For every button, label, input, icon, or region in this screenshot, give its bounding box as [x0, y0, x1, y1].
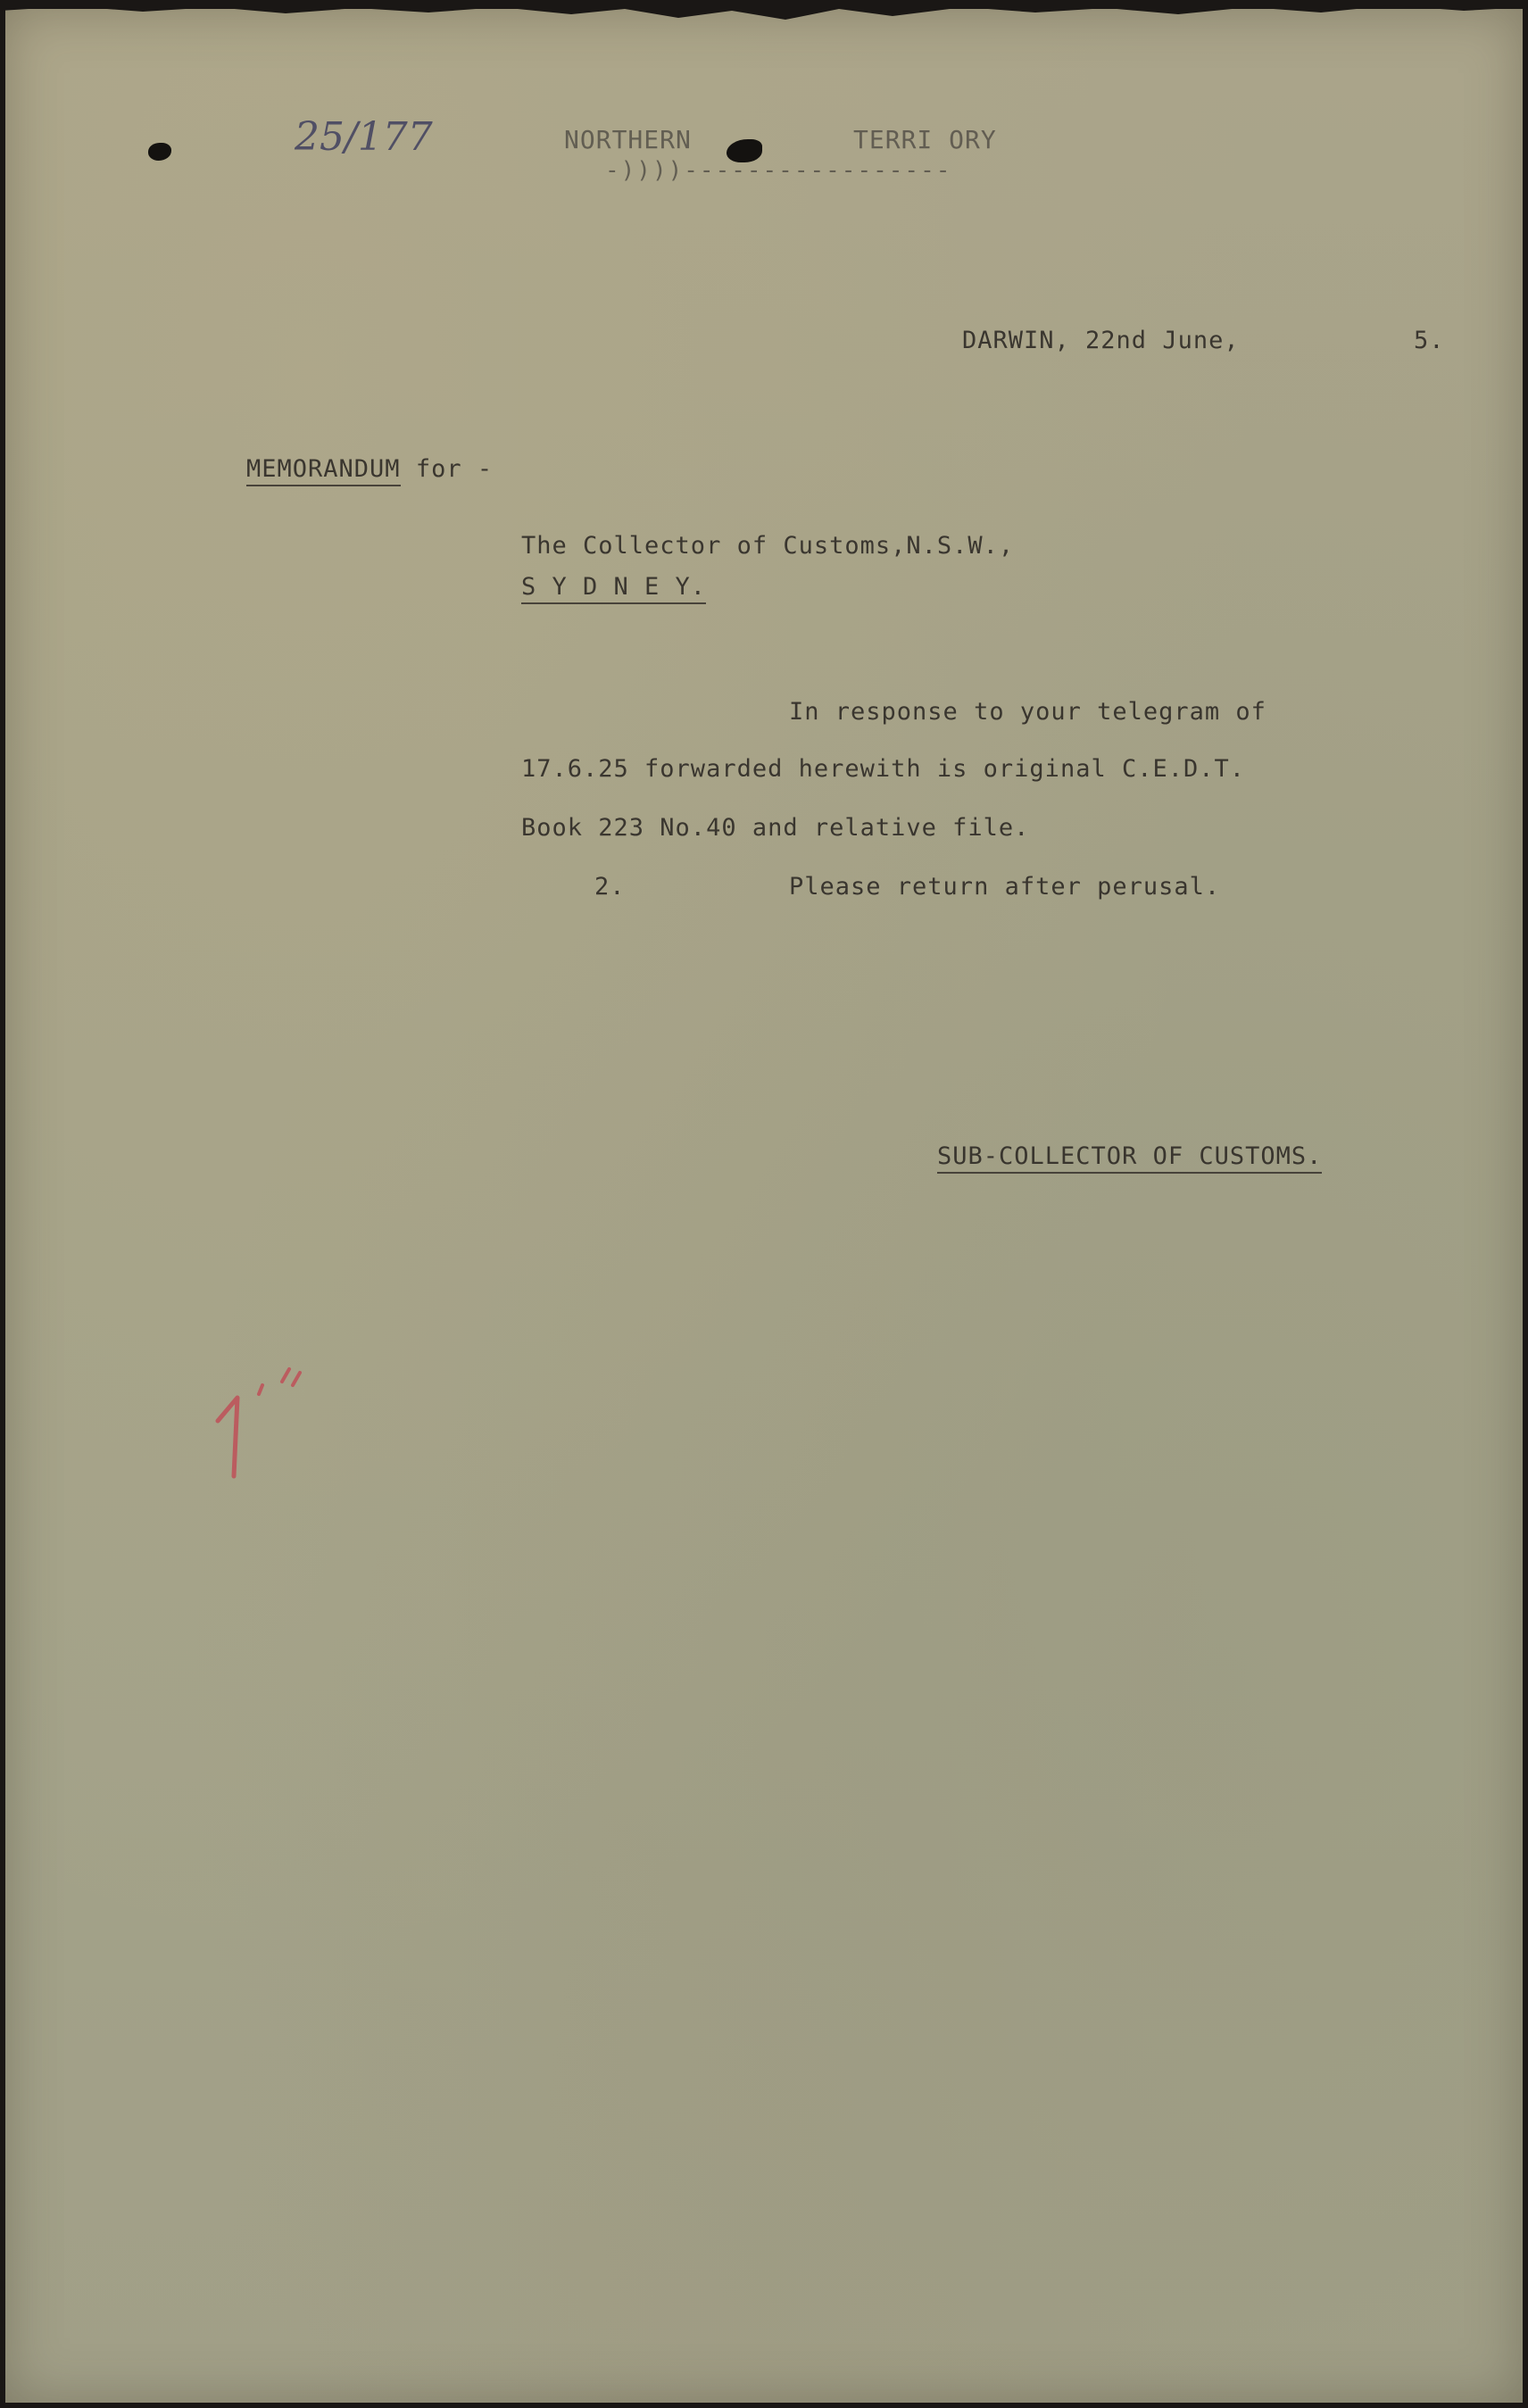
- body-line-1: In response to your telegram of: [789, 698, 1266, 726]
- paragraph-2-number: 2.: [594, 873, 626, 901]
- header-territory-right: TERRI ORY: [853, 125, 997, 154]
- memorandum-for: for -: [415, 455, 494, 483]
- memorandum-heading: [246, 455, 493, 483]
- body-line-3: Book 223 No.40 and relative file.: [521, 814, 1030, 842]
- signature-text: SUB-COLLECTOR OF CUSTOMS.: [937, 1142, 1322, 1174]
- addressee-city: [521, 573, 706, 601]
- addressee-line-1: The Collector of Customs,N.S.W.,: [521, 532, 1015, 560]
- file-reference: 25/177: [295, 114, 433, 160]
- body-line-2: 17.6.25 forwarded herewith is original C.E.D.T.: [521, 755, 1246, 783]
- place-and-date: DARWIN, 22nd June,: [962, 327, 1240, 354]
- header-rule: -))))-----------------: [605, 157, 952, 184]
- addressee-city-text: S Y D N E Y.: [521, 573, 706, 604]
- document-page: [5, 9, 1523, 2403]
- page-number: 5.: [1414, 327, 1445, 354]
- memorandum-label: MEMORANDUM: [246, 455, 401, 486]
- paragraph-2-text: Please return after perusal.: [789, 873, 1221, 901]
- ink-blot-mark: [148, 143, 171, 161]
- signature-block: [937, 1142, 1322, 1170]
- red-pencil-mark: [207, 1358, 314, 1501]
- torn-paper-edge: [0, 0, 1528, 23]
- header-territory-left: NORTHERN: [564, 125, 692, 154]
